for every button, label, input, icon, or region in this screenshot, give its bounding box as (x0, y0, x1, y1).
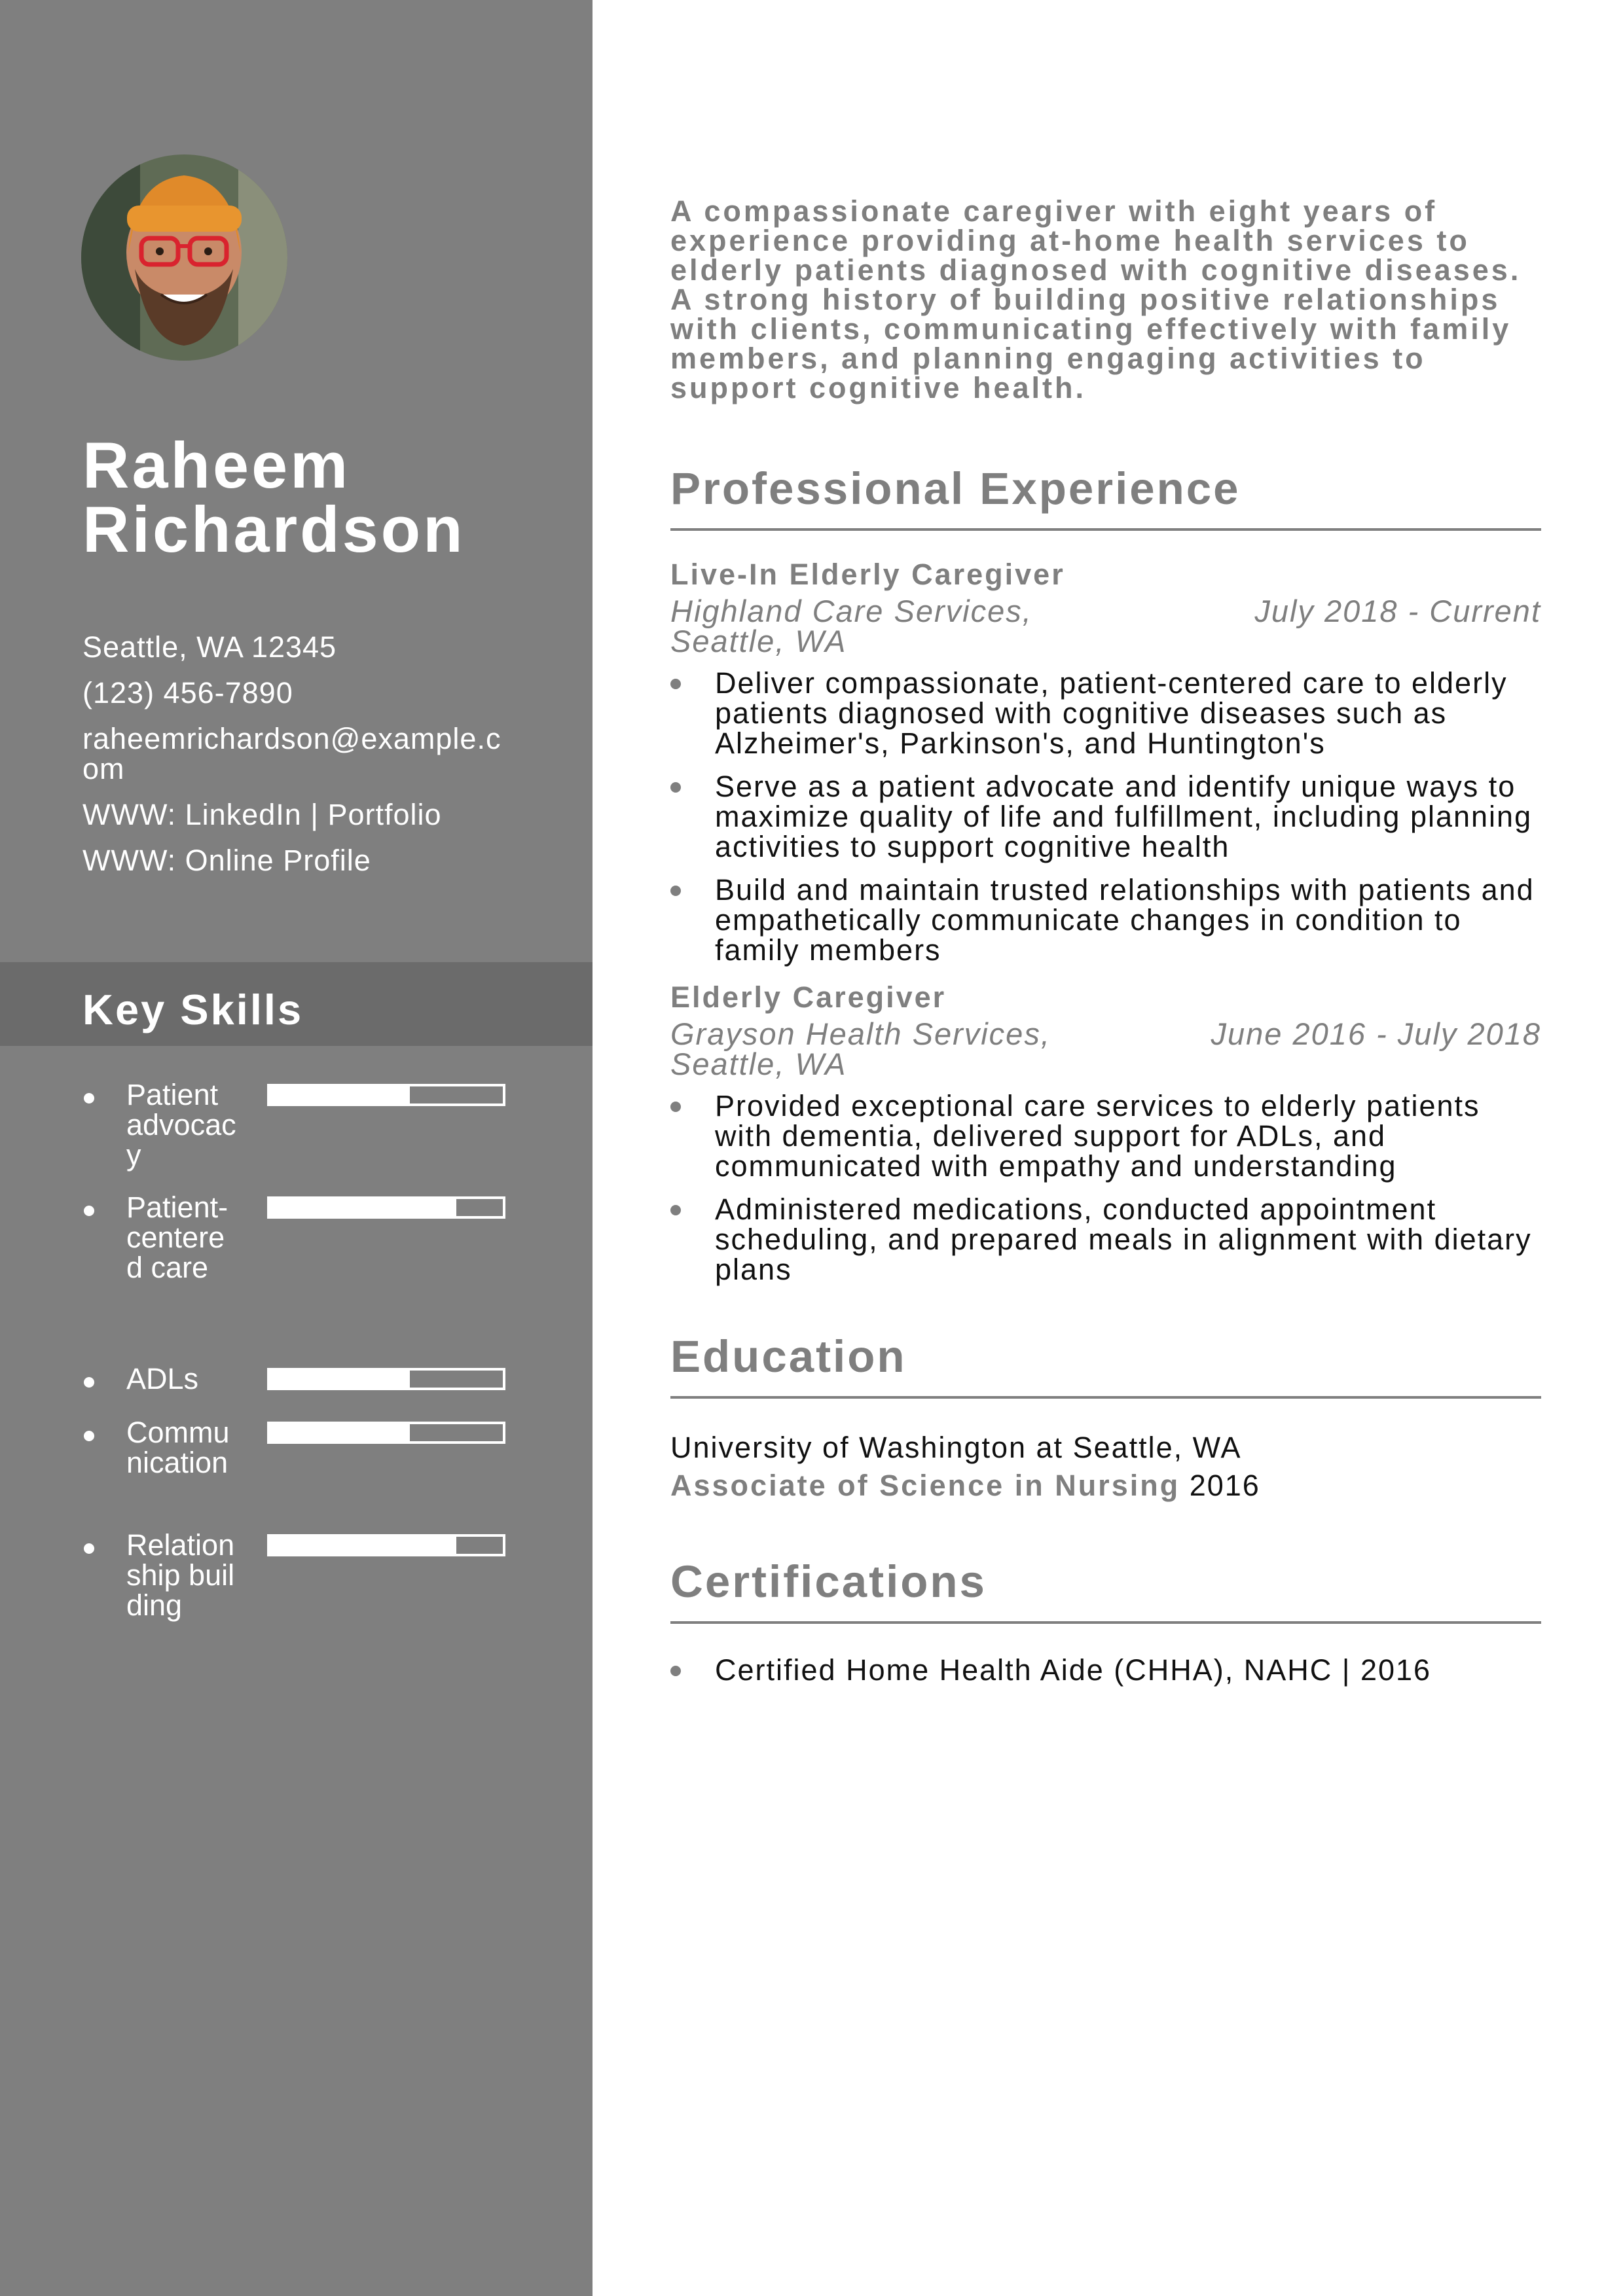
certifications-title: Certifications (670, 1556, 1541, 1624)
job-bullets (670, 668, 1541, 965)
bullet-icon (84, 1093, 94, 1103)
web-link-online-profile[interactable]: WWW: Online Profile (82, 844, 371, 877)
skill-level-bar (267, 1368, 505, 1390)
list-item: Administered medications, conducted appointment scheduling, and prepared meals in alignment with dietary plans (670, 1194, 1541, 1285)
email-link[interactable]: raheemrichardson@example.com (82, 722, 501, 785)
list-item: Deliver compassionate, patient-centered care to elderly patients diagnosed with cognitive diseases such as Alzheimer's, Parkinson's, and Huntington's (670, 668, 1541, 759)
experience-section (670, 463, 1541, 1285)
job-title: Live-In Elderly Caregiver (670, 558, 1065, 591)
phone-text[interactable]: (123) 456-7890 (82, 676, 293, 709)
certifications-list (670, 1655, 1541, 1685)
skill-level-fill (270, 1537, 456, 1554)
skill-level-bar (267, 1196, 505, 1219)
job-title: Elderly Caregiver (670, 980, 947, 1014)
skill-label: ADLs (126, 1362, 199, 1395)
skill-item (0, 1530, 593, 1674)
skills-title: Key Skills (82, 986, 304, 1033)
sidebar (0, 0, 593, 2296)
education-school: University of Washington at Seattle, WA (670, 1431, 1242, 1464)
contact-info (82, 632, 515, 891)
candidate-name (82, 429, 580, 565)
job-dates: June 2016 - July 2018 (1211, 1016, 1541, 1051)
job-dates: July 2018 - Current (1254, 594, 1541, 628)
skill-level-fill (270, 1199, 456, 1216)
bullet-icon (84, 1431, 94, 1441)
job-entry (670, 981, 1541, 1285)
first-name: Raheem (82, 429, 351, 501)
job-company: Highland Care Services, Seattle, WA (670, 594, 1032, 658)
list-item: Build and maintain trusted relationships with patients and empathetically communicate changes in condition to family members (670, 875, 1541, 965)
last-name: Richardson (82, 493, 465, 565)
skill-level-fill (270, 1086, 410, 1103)
skills-list (0, 1080, 593, 1674)
education-degree: Associate of Science in Nursing (670, 1469, 1180, 1502)
job-bullets (670, 1091, 1541, 1285)
skill-item (0, 1080, 593, 1193)
education-year: 2016 (1189, 1469, 1260, 1502)
profile-photo (81, 154, 287, 361)
skill-item (0, 1364, 593, 1418)
skill-label: Relationship building (126, 1528, 235, 1622)
bullet-icon (84, 1206, 94, 1216)
skill-label: Patient-centered care (126, 1191, 228, 1284)
job-meta (670, 596, 1541, 656)
professional-summary: A compassionate caregiver with eight years of experience providing at-home health services to elderly patients diagnosed with cognitive diseases. A strong history of building positive relationships with clients, communicating effectively with family members, and planning engaging activities to support cognitive health. (670, 194, 1522, 404)
main-content (670, 196, 1541, 1698)
job-company: Grayson Health Services, Seattle, WA (670, 1016, 1051, 1081)
skill-label: Communication (126, 1416, 230, 1479)
skill-level-bar (267, 1534, 505, 1556)
skill-level-bar (267, 1084, 505, 1106)
certifications-section (670, 1556, 1541, 1685)
skill-level-fill (270, 1371, 410, 1388)
web-link-linkedin-portfolio[interactable]: WWW: LinkedIn | Portfolio (82, 798, 442, 831)
list-item: Serve as a patient advocate and identify unique ways to maximize quality of life and fulfillment, including planning activities to support cognitive health (670, 772, 1541, 862)
list-item: Certified Home Health Aide (CHHA), NAHC | 2016 (670, 1655, 1541, 1685)
bullet-icon (84, 1377, 94, 1388)
list-item: Provided exceptional care services to elderly patients with dementia, delivered support for ADLs, and communicated with empathy and understanding (670, 1091, 1541, 1181)
skill-item (0, 1193, 593, 1364)
experience-title: Professional Experience (670, 463, 1541, 531)
profile-photo-icon (81, 154, 287, 361)
education-title: Education (670, 1331, 1541, 1399)
skill-item (0, 1418, 593, 1530)
skill-level-bar (267, 1422, 505, 1444)
skill-level-fill (270, 1424, 410, 1441)
education-section (670, 1331, 1541, 1502)
location-text: Seattle, WA 12345 (82, 630, 337, 664)
job-meta (670, 1016, 1541, 1081)
education-degree-row (670, 1469, 1541, 1502)
skill-label: Patient advocacy (126, 1078, 236, 1172)
bullet-icon (84, 1543, 94, 1554)
job-entry (670, 558, 1541, 965)
